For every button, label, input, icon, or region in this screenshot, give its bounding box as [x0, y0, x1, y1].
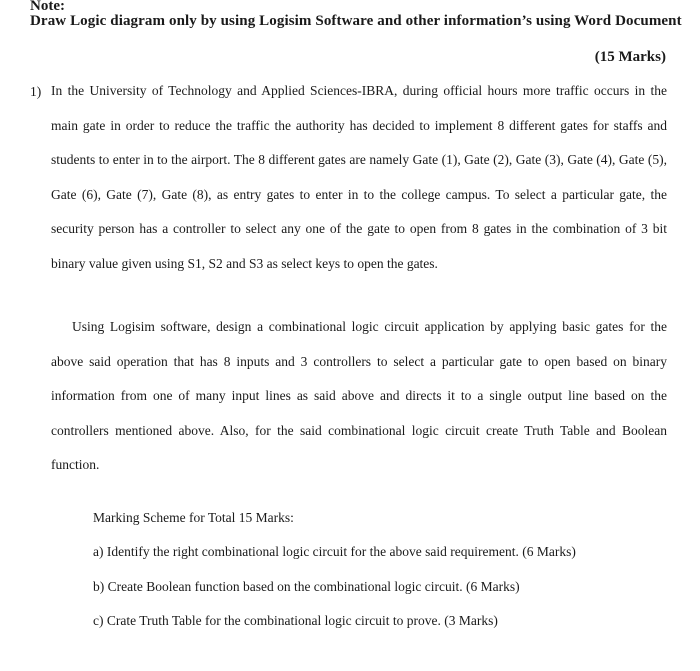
total-marks: (15 Marks) — [594, 49, 666, 65]
note-instruction: Draw Logic diagram only by using Logisim Software and other information’s using Word Document — [30, 13, 682, 29]
question-paragraph-1: In the University of Technology and Applied Sciences-IBRA, during official hours more traffic occurs in the main gate in order to reduce the traffic the authority has decided to implement 8 different gates for staffs and students to enter in to the airport. The 8 different gates are namely Gate (1), Gate (2), Gate (3), Gate (4), Gate (5), Gate (6), Gate (7), Gate (8), as entry gates to enter in to the college campus. To select a particular gate, the security person has a controller to select any one of the gate to open from 8 gates in the combination of 3 bit binary value given using S1, S2 and S3 as select keys to open the gates. — [51, 83, 667, 271]
note-label: Note: — [30, 0, 65, 14]
marking-scheme-item-c: c) Crate Truth Table for the combinational logic circuit to prove. (3 Marks) — [93, 613, 498, 628]
marking-scheme-item-a: a) Identify the right combinational logic circuit for the above said requirement. (6 Marks) — [93, 544, 576, 559]
question-paragraph-2: Using Logisim software, design a combinational logic circuit application by applying basic gates for the above said operation that has 8 inputs and 3 controllers to select a particular gate to open based on binary information from one of many input lines as said above and directs it to a single output line based on the controllers mentioned above. Also, for the said combinational logic circuit create Truth Table and Boolean function. — [51, 319, 667, 473]
question-number: 1) — [30, 84, 42, 99]
marking-scheme-title: Marking Scheme for Total 15 Marks: — [93, 510, 294, 525]
marking-scheme-item-b: b) Create Boolean function based on the combinational logic circuit. (6 Marks) — [93, 579, 520, 594]
